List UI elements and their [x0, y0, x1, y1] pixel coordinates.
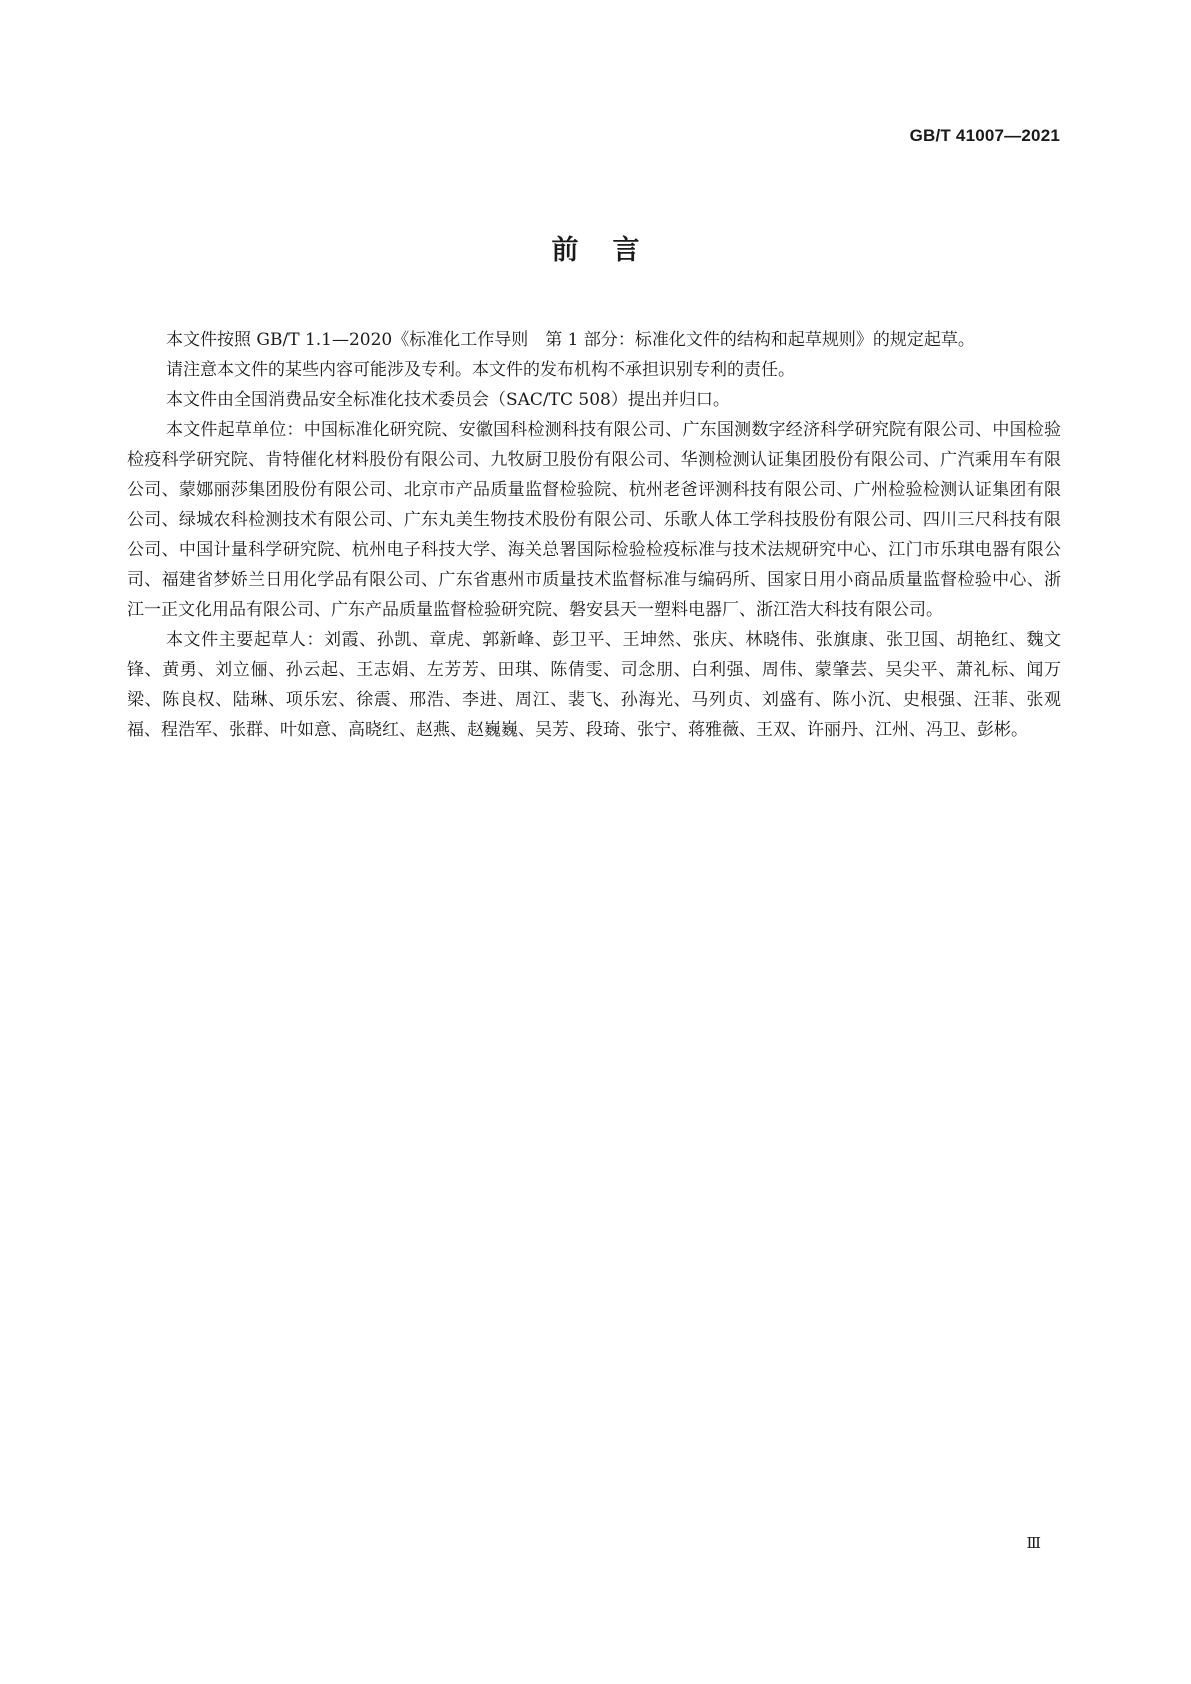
paragraph-committee: 本文件由全国消费品安全标准化技术委员会（SAC/TC 508）提出并归口。: [166, 390, 730, 410]
page-number: Ⅲ: [1026, 1534, 1041, 1552]
paragraph-patent-notice: 请注意本文件的某些内容可能涉及专利。本文件的发布机构不承担识别专利的责任。: [166, 360, 795, 380]
page-title: 前言: [551, 235, 674, 266]
paragraph-drafting-units: 本文件起草单位：中国标准化研究院、安徽国科检测科技有限公司、广东国测数字经济科学研究院有限公司、中国检验检疫科学研究院、肯特催化材料股份有限公司、九牧厨卫股份有限公司、华测检测认证集团股份有限公司、广汽乘用车有限公司、蒙娜丽莎集团股份有限公司、北京市产品质量监督检验院、杭州老爸评测科技有限公司、广州检验检测认证集团有限公司、绿城农科检测技术有限公司、广东丸美生物技术股份有限公司、乐歌人体工学科技股份有限公司、四川三尺科技有限公司、中国计量科学研究院、杭州电子科技大学、海关总署国际检验检疫标准与技术法规研究中心、江门市乐琪电器有限公司、福建省梦娇兰日用化学品有限公司、广东省惠州市质量技术监督标准与编码所、国家日用小商品质量监督检验中心、浙江一正文化用品有限公司、广东产品质量监督检验研究院、磐安县天一塑料电器厂、浙江浩大科技有限公司。: [127, 420, 1061, 620]
standard-code: GB/T 41007—2021: [909, 126, 1060, 145]
foreword-body: [127, 325, 1061, 745]
paragraph-drafting-rules: 本文件按照 GB/T 1.1—2020《标准化工作导则 第 1 部分：标准化文件的结构和起草规则》的规定起草。: [166, 330, 975, 350]
paragraph-drafters: 本文件主要起草人：刘霞、孙凯、章虎、郭新峰、彭卫平、王坤然、张庆、林晓伟、张旗康、张卫国、胡艳红、魏文锋、黄勇、刘立俪、孙云起、王志娟、左芳芳、田琪、陈倩雯、司念朋、白利强、周伟、蒙肇芸、吴尖平、萧礼标、闻万梁、陈良权、陆琳、项乐宏、徐震、邢浩、李进、周江、裴飞、孙海光、马列贞、刘盛有、陈小沉、史根强、汪菲、张观福、程浩军、张群、叶如意、高晓红、赵燕、赵巍巍、吴芳、段琦、张宁、蒋雅薇、王双、许丽丹、江州、冯卫、彭彬。: [127, 630, 1061, 740]
